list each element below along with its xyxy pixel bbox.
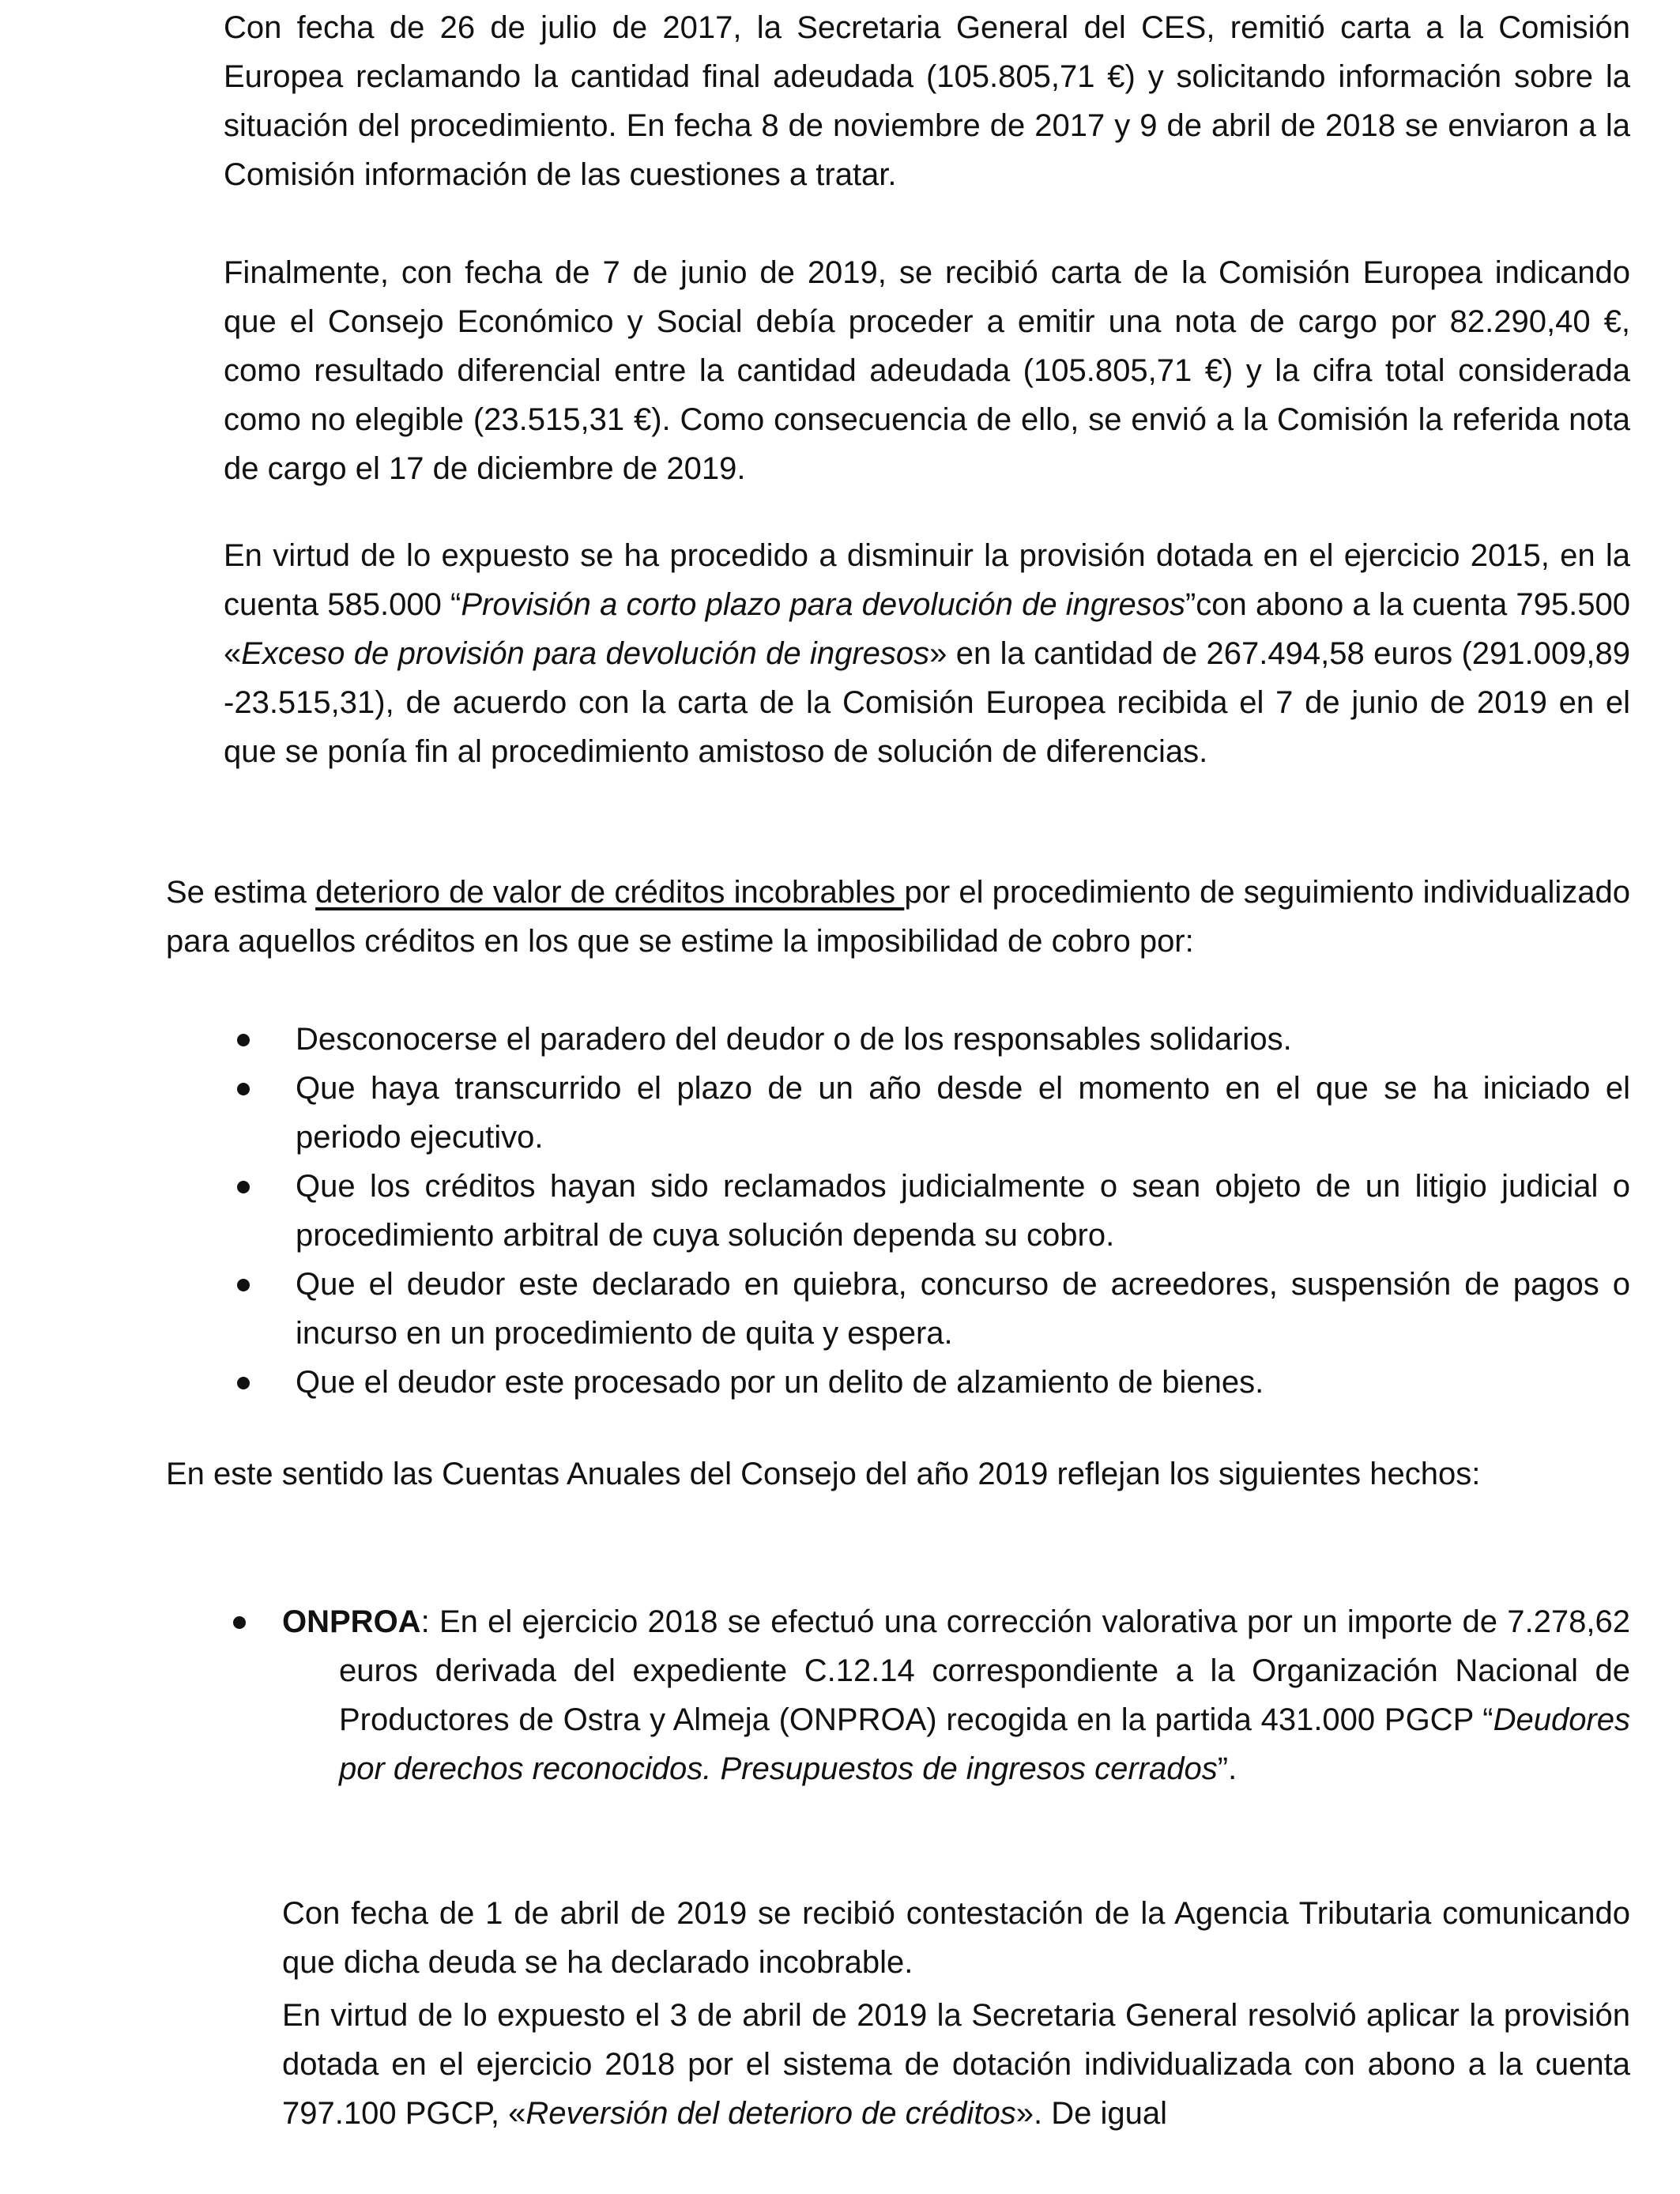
account-name-italic: Deudores por derechos reconocidos. Presupuestos de ingresos cerrados <box>339 1702 1630 1786</box>
text-fragment: por el procedimiento de seguimiento individualizado para aquellos créditos en los que se estime la imposibilidad de cobro por: <box>166 875 1630 959</box>
text-fragment: ”con abono a la cuenta 795.500 « <box>224 587 1630 671</box>
text-fragment: : En el ejercicio 2018 se efectuó una corrección valorativa por un importe de 7.278,62 euros derivada del expediente C.12.14 correspondiente a la Organización Nacional de Productores de Ostra y Almeja (ONPROA) recogida en la partida 431.000 PGCP “ <box>339 1604 1630 1737</box>
list-item-text: Que haya transcurrido el plazo de un año desde el momento en el que se ha iniciado el periodo ejecutivo. <box>296 1071 1630 1155</box>
onproa-list-item <box>225 1597 1630 1793</box>
text-fragment: ”. <box>1217 1751 1237 1786</box>
underlined-term: deterioro de valor de créditos incobrables <box>315 875 905 910</box>
list-item <box>229 1064 1630 1162</box>
paragraph-tax-agency-reply: Con fecha de 1 de abril de 2019 se recibió contestación de la Agencia Tributaria comunicando que dicha deuda se ha declarado incobrable. <box>282 1896 1630 1980</box>
list-item-text: Desconocerse el paradero del deudor o de los responsables solidarios. <box>296 1022 1292 1057</box>
bullet-icon <box>237 1279 250 1291</box>
onproa-term: ONPROA <box>282 1604 421 1639</box>
paragraph-bad-debt-intro <box>166 868 1630 966</box>
bullet-icon <box>233 1616 246 1629</box>
text-fragment: » en la cantidad de 267.494,58 euros (291.009,89 -23.515,31), de acuerdo con la carta de la Comisión Europea recibida el 7 de junio de 2019 en el que se ponía fin al procedimiento amistoso de solución de diferencias. <box>224 636 1631 769</box>
account-name-italic: Reversión del deterioro de créditos <box>525 2096 1016 2131</box>
list-item-text: Que el deudor este procesado por un delito de alzamiento de bienes. <box>296 1365 1264 1400</box>
bullet-icon <box>237 1034 250 1046</box>
conditions-list <box>229 1015 1630 1407</box>
text-fragment: Se estima <box>166 875 316 910</box>
paragraph-ces-letter: Con fecha de 26 de julio de 2017, la Secretaria General del CES, remitió carta a la Comisión Europea reclamando la cantidad final adeudada (105.805,71 €) y solicitando información sobre la situación del procedimiento. En fecha 8 de noviembre de 2017 y 9 de abril de 2018 se enviaron a la Comisión información de las cuestiones a tratar. <box>224 10 1630 192</box>
bullet-icon <box>237 1377 250 1389</box>
list-item <box>229 1358 1630 1407</box>
onproa-paragraph <box>282 1597 1630 1793</box>
list-item <box>229 1015 1630 1064</box>
list-item <box>229 1162 1630 1260</box>
text-fragment: En virtud de lo expuesto el 3 de abril de 2019 la Secretaria General resolvió aplicar la provisión dotada en el ejercicio 2018 por el sistema de dotación individualizada con abono a la cuenta 797.100 PGCP, « <box>282 1998 1630 2131</box>
text-fragment: ». De igual <box>1015 2096 1167 2131</box>
list-item-text: Que los créditos hayan sido reclamados judicialmente o sean objeto de un litigio judicial o procedimiento arbitral de cuya solución dependa su cobro. <box>296 1169 1630 1253</box>
paragraph-provision-application <box>282 1991 1630 2138</box>
list-item <box>229 1260 1630 1358</box>
list-item-text: Que el deudor este declarado en quiebra, concurso de acreedores, suspensión de pagos o incurso en un procedimiento de quita y espera. <box>296 1267 1630 1351</box>
paragraph-provision-reduction <box>224 531 1630 776</box>
account-name-italic: Exceso de provisión para devolución de ingresos <box>241 636 930 671</box>
text-fragment: En virtud de lo expuesto se ha procedido a disminuir la provisión dotada en el ejercicio 2015, en la cuenta 585.000 “ <box>224 538 1630 622</box>
paragraph-annual-accounts: En este sentido las Cuentas Anuales del Consejo del año 2019 reflejan los siguientes hechos: <box>166 1457 1481 1491</box>
bullet-icon <box>237 1181 250 1193</box>
paragraph-commission-reply: Finalmente, con fecha de 7 de junio de 2019, se recibió carta de la Comisión Europea indicando que el Consejo Económico y Social debía proceder a emitir una nota de cargo por 82.290,40 €, como resultado diferencial entre la cantidad adeudada (105.805,71 €) y la cifra total considerada como no elegible (23.515,31 €). Como consecuencia de ello, se envió a la Comisión la referida nota de cargo el 17 de diciembre de 2019. <box>224 255 1630 486</box>
account-name-italic: Provisión a corto plazo para devolución de ingresos <box>461 587 1185 622</box>
bullet-icon <box>237 1083 250 1095</box>
